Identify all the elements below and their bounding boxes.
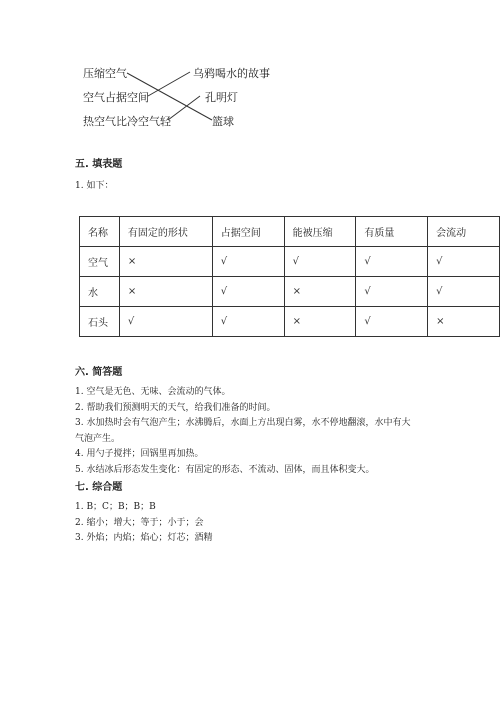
section5-heading: 五. 填表题 bbox=[75, 159, 123, 170]
table-cell: √ bbox=[356, 247, 428, 277]
table-cell: × bbox=[284, 307, 356, 337]
match-line-3 bbox=[168, 96, 200, 120]
table-cell: × bbox=[428, 307, 500, 337]
section5-intro: 1. 如下： bbox=[75, 181, 114, 191]
table-header: 占据空间 bbox=[212, 217, 284, 247]
table-row-name: 空气 bbox=[80, 247, 120, 277]
section7-answers bbox=[75, 500, 415, 547]
match-left-1: 压缩空气 bbox=[83, 67, 127, 80]
table-cell: × bbox=[119, 247, 212, 277]
answer-item: 3. 外焰；内焰；焰心；灯芯；酒精 bbox=[75, 533, 213, 543]
match-right-3: 篮球 bbox=[212, 115, 234, 128]
table-cell: √ bbox=[212, 247, 284, 277]
table-header: 会流动 bbox=[428, 217, 500, 247]
table-row bbox=[80, 307, 500, 337]
table-header-row bbox=[80, 217, 500, 247]
table-cell: × bbox=[119, 277, 212, 307]
answer-item: 2. 帮助我们预测明天的天气，给我们准备的时间。 bbox=[75, 402, 276, 413]
table-header: 能被压缩 bbox=[284, 217, 356, 247]
table-row-name: 石头 bbox=[80, 307, 120, 337]
match-right-2: 孔明灯 bbox=[205, 91, 238, 104]
match-line-2 bbox=[148, 72, 190, 96]
table-cell: √ bbox=[212, 307, 284, 337]
section6-heading: 六. 简答题 bbox=[75, 367, 123, 378]
table-row bbox=[80, 247, 500, 277]
table-cell: √ bbox=[212, 277, 284, 307]
match-right-1: 乌鸦喝水的故事 bbox=[193, 67, 270, 80]
table-cell: √ bbox=[356, 277, 428, 307]
answer-item: 2. 缩小；增大；等于；小于；会 bbox=[75, 517, 204, 528]
table-row-name: 水 bbox=[80, 277, 120, 307]
table-cell: √ bbox=[356, 307, 428, 337]
table-cell: √ bbox=[428, 277, 500, 307]
match-left-2: 空气占据空间 bbox=[83, 91, 149, 104]
properties-table bbox=[79, 216, 500, 337]
table-row bbox=[80, 277, 500, 307]
table-cell: × bbox=[284, 277, 356, 307]
table-header: 名称 bbox=[80, 217, 120, 247]
match-left-3: 热空气比冷空气轻 bbox=[83, 115, 171, 128]
section6-answers bbox=[75, 385, 415, 478]
answer-item: 1. B；C；B；B；B bbox=[75, 502, 156, 512]
answer-item: 4. 用勺子搅拌；回锅里再加热。 bbox=[75, 449, 204, 459]
table-cell: √ bbox=[428, 247, 500, 277]
answer-item: 5. 水结冰后形态发生变化：有固定的形态、不流动、固体，而且体积变大。 bbox=[75, 464, 375, 475]
table-cell: √ bbox=[119, 307, 212, 337]
answer-item: 3. 水加热时会有气泡产生；水沸腾后，水面上方出现白雾，水不停地翻滚，水中有大气泡产生。 bbox=[75, 418, 411, 444]
section7-heading: 七. 综合题 bbox=[75, 482, 123, 493]
table-cell: √ bbox=[284, 247, 356, 277]
table-header: 有固定的形状 bbox=[119, 217, 212, 247]
table-header: 有质量 bbox=[356, 217, 428, 247]
matching-lines bbox=[0, 0, 500, 140]
answer-item: 1. 空气是无色、无味、会流动的气体。 bbox=[75, 387, 231, 397]
